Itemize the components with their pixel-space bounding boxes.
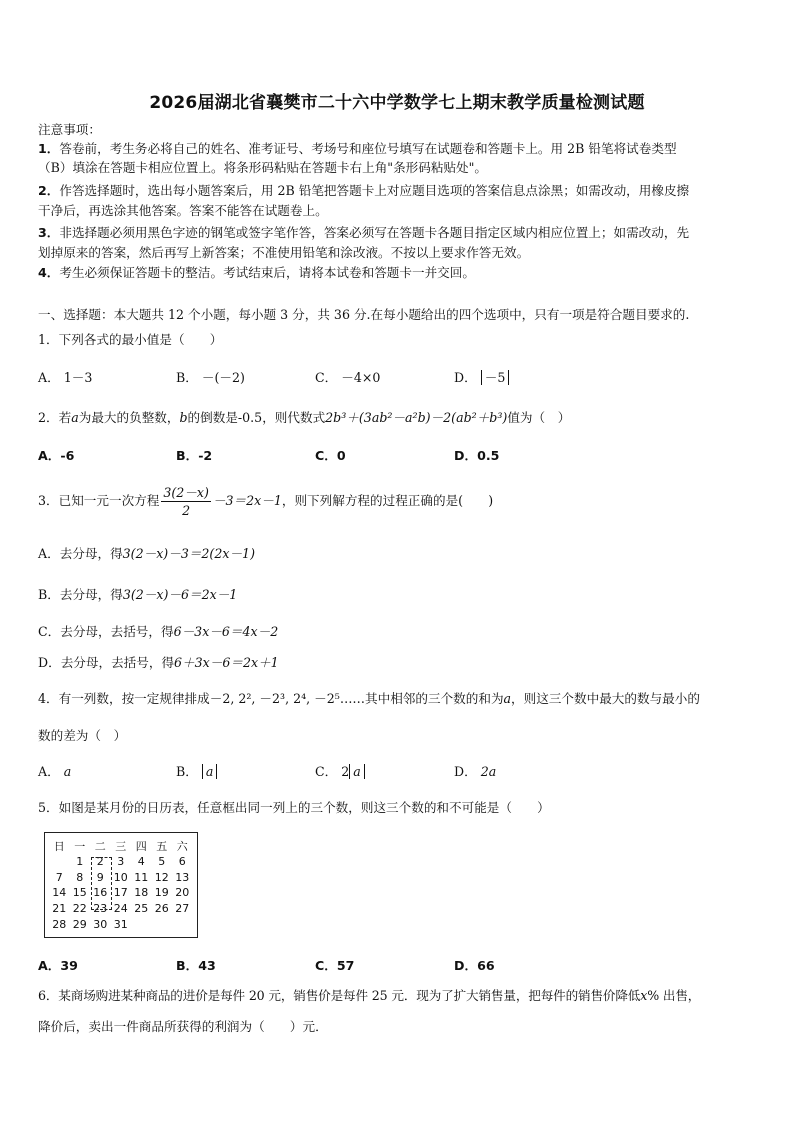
calendar-cell: 15 <box>72 886 87 900</box>
calendar-cell: 16 <box>93 886 108 900</box>
calendar-cell: 25 <box>134 902 149 916</box>
q4-option-a: A． a <box>38 764 72 779</box>
calendar-row <box>49 901 193 917</box>
q3-fraction: $\frac{3(2-x)}{2}$ <box>163 485 209 518</box>
calendar-cell: 11 <box>134 870 149 884</box>
note-1-line-1: 1．答卷前，考生务必将自己的姓名、准考证号、考场号和座位号填写在试题卷和答题卡上。用 2B 铅笔将试卷类型 <box>38 141 677 156</box>
q2-option-b: B．-2 <box>176 448 213 463</box>
calendar-cell: 10 <box>113 870 128 884</box>
calendar-cell: 12 <box>154 870 169 884</box>
calendar-cell: 17 <box>113 886 128 900</box>
note-1-line-2: （B）填涂在答题卡相应位置上。将条形码粘贴在答题卡右上角"条形码粘贴处"。 <box>38 160 488 175</box>
calendar-table <box>49 838 193 932</box>
calendar-cell: 23 <box>93 902 108 916</box>
calendar-cell: 18 <box>134 886 149 900</box>
q4-sequence: －2, 2², －2³, 2⁴, －2⁵ <box>209 691 340 706</box>
q4-option-b: B． a <box>176 763 217 781</box>
calendar-row <box>49 916 193 932</box>
calendar-cell: 20 <box>175 886 190 900</box>
q5-option-a: A．39 <box>38 958 78 973</box>
calendar-header-cell: 五 <box>156 840 168 853</box>
calendar-cell: 27 <box>175 902 190 916</box>
q2-option-a: A．-6 <box>38 448 75 463</box>
calendar-cell: 7 <box>55 870 63 884</box>
q1-option-a: A． 1－3 <box>38 370 93 385</box>
q3-stem: 3．已知一元一次方程 $\frac{3(2-x)}{2}$ －3＝2x－1，则下列解方程的过程正确的是( ) <box>38 485 494 518</box>
calendar-header-cell: 四 <box>135 840 147 853</box>
q5-stem: 5．如图是某月份的日历表，任意框出同一列上的三个数，则这三个数的和不可能是（ ） <box>38 800 550 815</box>
calendar-cell: 26 <box>154 902 169 916</box>
q4-option-d: D． 2a <box>454 764 497 779</box>
calendar-cell: 29 <box>72 917 87 931</box>
note-2-line-2: 干净后，再选涂其他答案。答案不能答在试题卷上。 <box>38 203 328 218</box>
calendar-header-cell: 日 <box>53 840 65 853</box>
calendar-cell: 24 <box>113 902 128 916</box>
q4-stem-line-1: 4．有一列数，按一定规律排成－2, 2², －2³, 2⁴, －2⁵……其中相邻的三个数的和为a，则这三个数中最大的数与最小的 <box>38 691 700 706</box>
calendar-cell: 21 <box>52 902 67 916</box>
calendar-header-cell: 六 <box>176 840 188 853</box>
calendar-cell: 8 <box>76 870 84 884</box>
calendar-cell <box>131 916 152 932</box>
q6-stem-line-1: 6．某商场购进某种商品的进价是每件 20 元，销售价是每件 25 元．现为了扩大销售量，把每件的销售价降低x% 出售， <box>38 988 701 1003</box>
q5-option-b: B．43 <box>176 958 216 973</box>
calendar-cell: 3 <box>117 855 125 869</box>
q5-option-d: D．66 <box>454 958 495 973</box>
calendar-cell: 28 <box>52 917 67 931</box>
calendar-cell: 6 <box>178 855 186 869</box>
q2-stem: 2．若a为最大的负整数，b的倒数是-0.5，则代数式2b³＋(3ab²－a²b)－2(ab²＋b³)值为（ ） <box>38 410 571 425</box>
calendar-cell: 4 <box>137 855 145 869</box>
calendar-header-cell: 三 <box>115 840 127 853</box>
q3-option-d: D．去分母，去括号，得6＋3x－6＝2x＋1 <box>38 655 279 670</box>
q3-option-b: B．去分母，得3(2－x)－6＝2x－1 <box>38 587 238 602</box>
q5-option-c: C．57 <box>315 958 355 973</box>
dashed-selection-box <box>91 857 112 910</box>
q3-option-c: C．去分母，去括号，得6－3x－6＝4x－2 <box>38 624 279 639</box>
note-3-line-2: 划掉原来的答案，然后再写上新答案；不准使用铅笔和涂改液。不按以上要求作答无效。 <box>38 245 530 260</box>
q1-option-c: C． －4×0 <box>315 370 381 385</box>
q1-stem: 1．下列各式的最小值是（ ） <box>38 332 223 347</box>
q4-stem-line-2: 数的差为（ ） <box>38 728 127 743</box>
q1-option-b: B． －(－2) <box>176 370 245 385</box>
calendar-figure <box>44 832 198 938</box>
q1-option-d: D． －5 <box>454 369 509 387</box>
calendar-cell <box>172 916 193 932</box>
q3-option-a: A．去分母，得3(2－x)－3＝2(2x－1) <box>38 546 255 561</box>
calendar-cell: 5 <box>158 855 166 869</box>
calendar-cell: 13 <box>175 870 190 884</box>
q6-stem-line-2: 降价后，卖出一件商品所获得的利润为（ ）元． <box>38 1019 328 1034</box>
notes-heading: 注意事项： <box>38 122 101 137</box>
q2-option-d: D．0.5 <box>454 448 500 463</box>
q2-expression: 2b³＋(3ab²－a²b)－2(ab²＋b³) <box>325 410 508 425</box>
calendar-cell: 22 <box>72 902 87 916</box>
page-title: 2026届湖北省襄樊市二十六中学数学七上期末教学质量检测试题 <box>149 93 645 113</box>
calendar-row <box>49 870 193 886</box>
calendar-cell: 14 <box>52 886 67 900</box>
q2-option-c: C．0 <box>315 448 346 463</box>
section-heading: 一、选择题：本大题共 12 个小题，每小题 3 分，共 36 分.在每小题给出的四个选项中，只有一项是符合题目要求的. <box>38 307 690 322</box>
calendar-cell: 19 <box>154 886 169 900</box>
q4-option-c: C． 2 a <box>315 763 365 781</box>
calendar-cell: 2 <box>96 855 104 869</box>
note-4-line-1: 4．考生必须保证答题卡的整洁。考试结束后，请将本试卷和答题卡一并交回。 <box>38 265 475 280</box>
calendar-cell: 1 <box>76 855 84 869</box>
calendar-cell: 9 <box>96 870 104 884</box>
calendar-row <box>49 854 193 870</box>
calendar-cell: 30 <box>93 917 108 931</box>
calendar-header-cell: 一 <box>74 840 86 853</box>
note-3-line-1: 3．非选择题必须用黑色字迹的钢笔或签字笔作答，答案必须写在答题卡各题目指定区域内相应位置上；如需改动，先 <box>38 225 690 240</box>
calendar-cell: 31 <box>113 917 128 931</box>
calendar-cell <box>49 854 70 870</box>
note-2-line-1: 2．作答选择题时，选出每小题答案后，用 2B 铅笔把答题卡上对应题目选项的答案信息点涂黑；如需改动，用橡皮擦 <box>38 183 690 198</box>
calendar-header-row <box>49 838 193 854</box>
calendar-cell <box>152 916 173 932</box>
calendar-header-cell: 二 <box>94 840 106 853</box>
calendar-row <box>49 885 193 901</box>
